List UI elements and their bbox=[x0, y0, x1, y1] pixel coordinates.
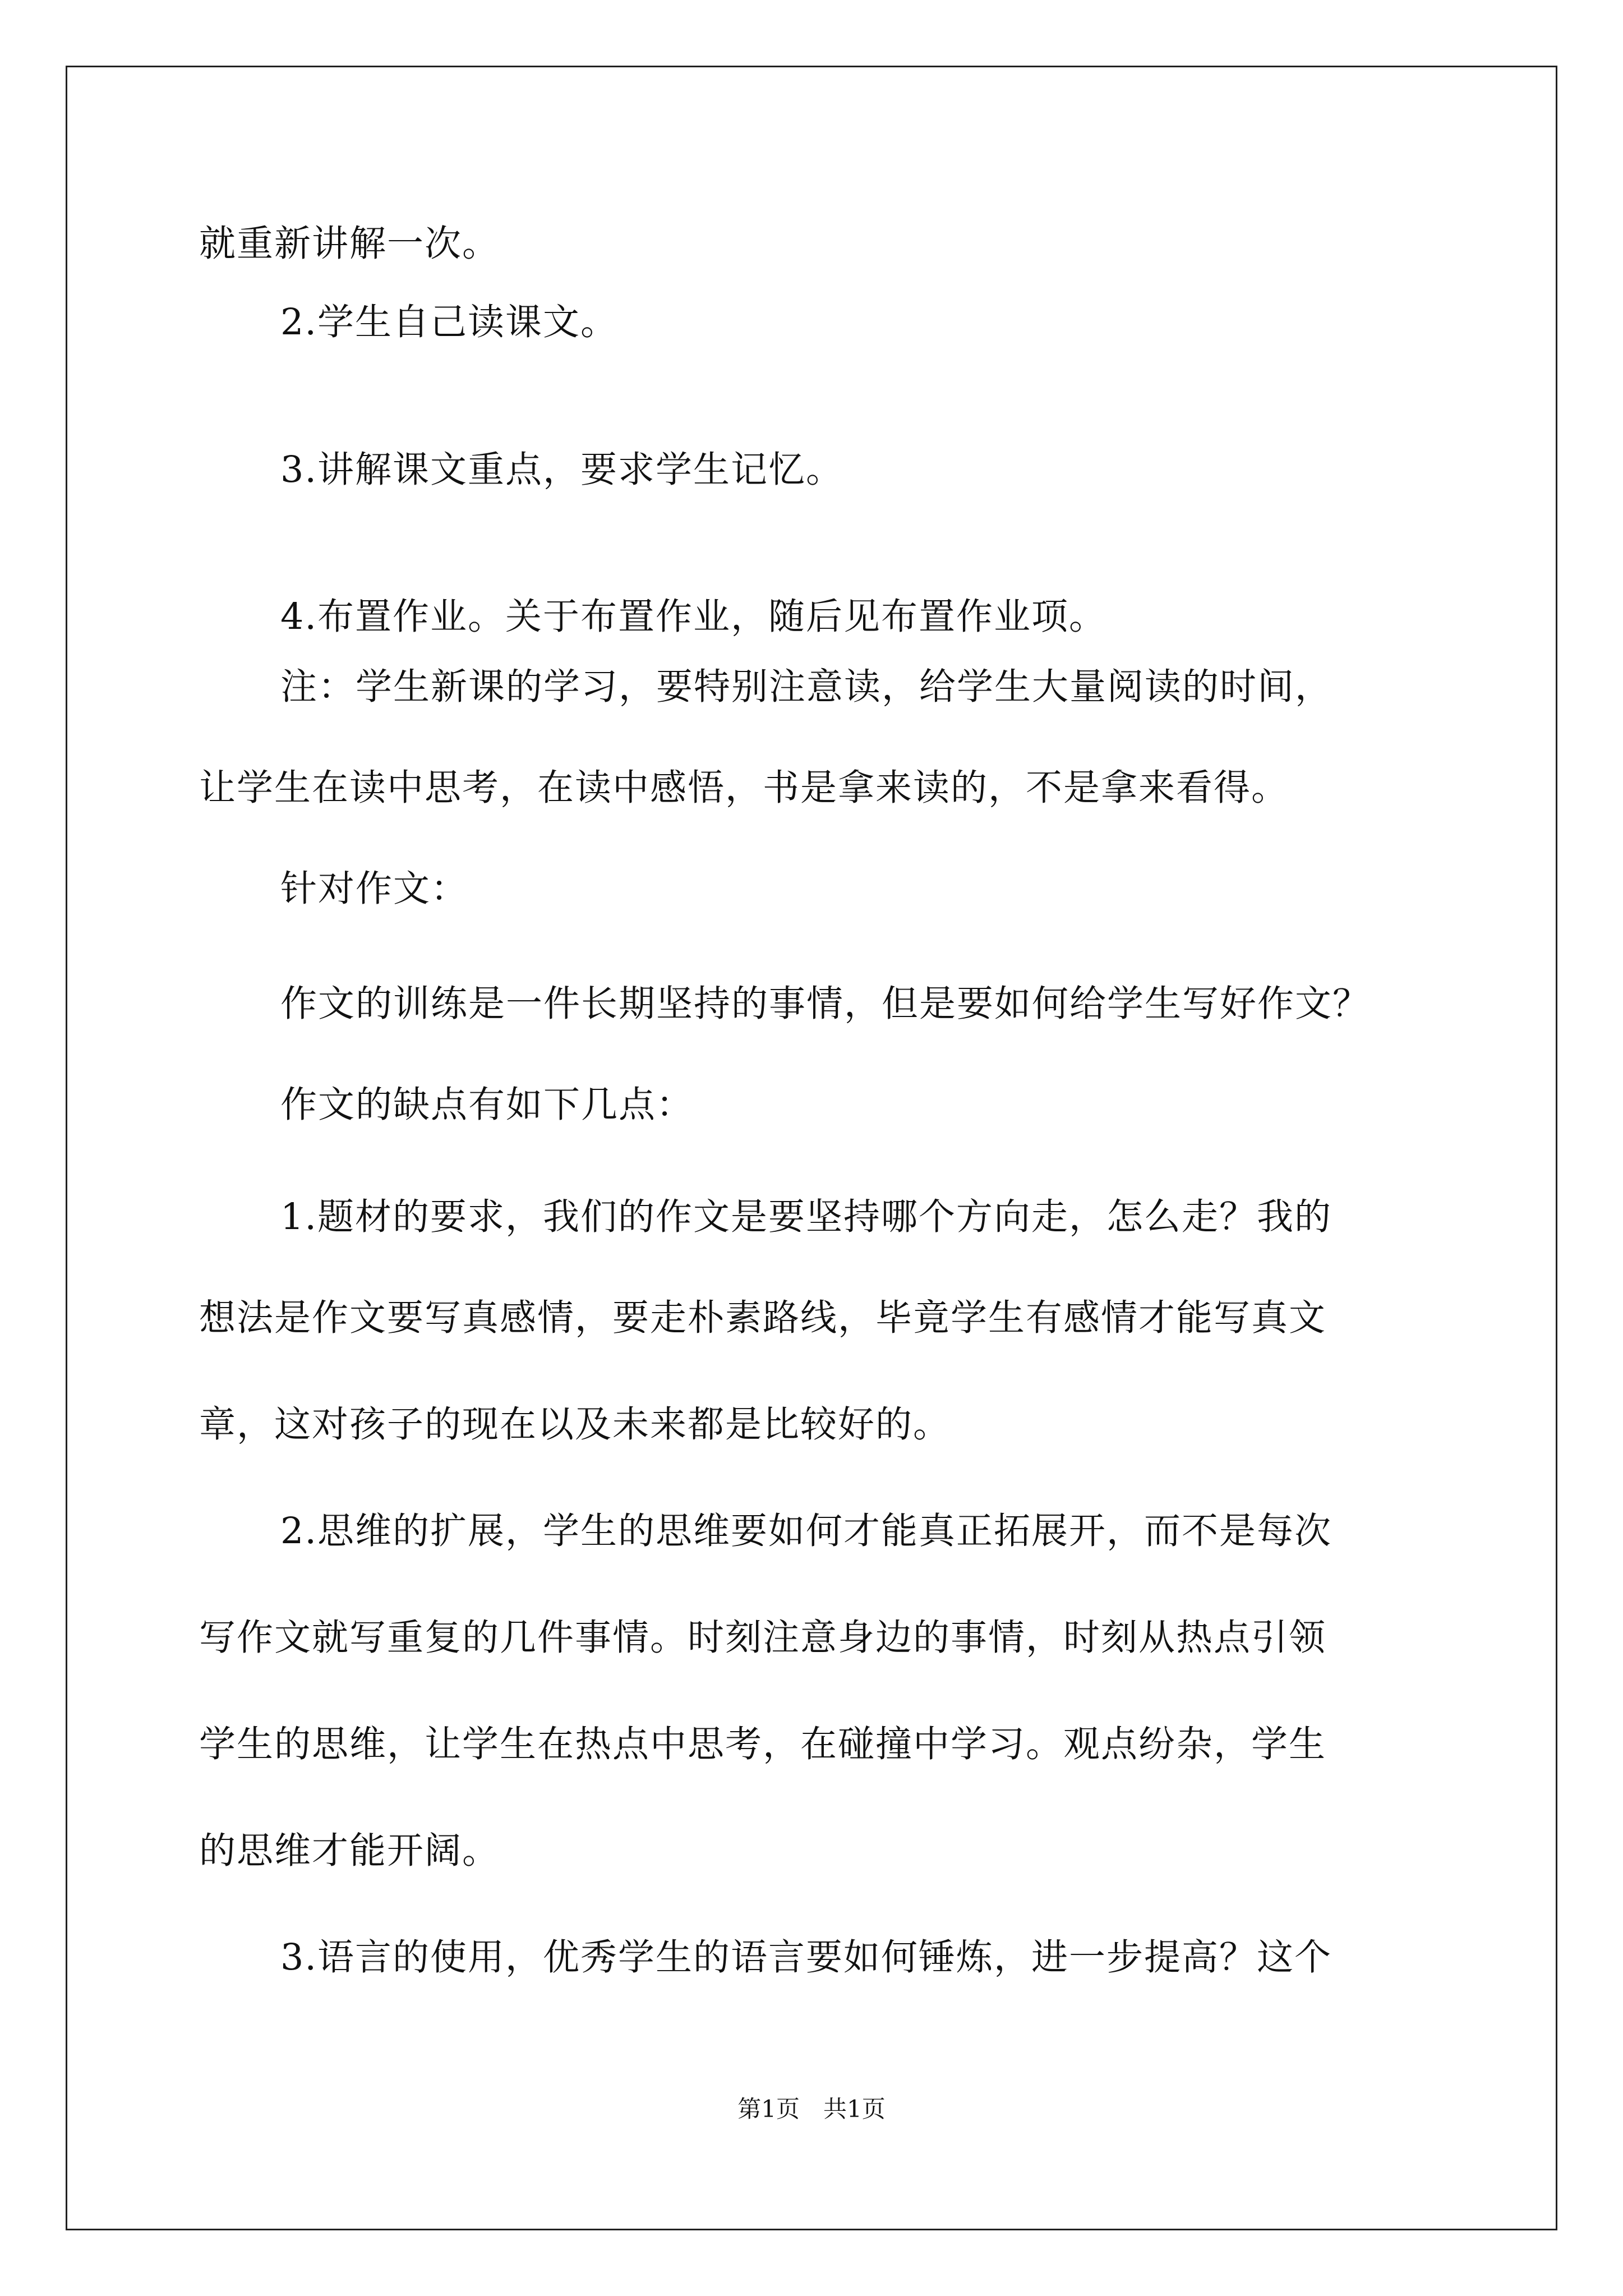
page-border bbox=[66, 66, 1557, 2230]
text-line: 让学生在读中思考，在读中感悟，书是拿来读的，不是拿来看得。 bbox=[199, 767, 1289, 809]
text-line: 学生的思维，让学生在热点中思考，在碰撞中学习。观点纷杂，学生 bbox=[199, 1723, 1327, 1765]
text-line: 作文的缺点有如下几点： bbox=[280, 1084, 694, 1126]
text-line: 写作文就写重复的几件事情。时刻注意身边的事情，时刻从热点引领 bbox=[199, 1617, 1327, 1659]
text-line: 想法是作文要写真感情，要走朴素路线，毕竟学生有感情才能写真文 bbox=[199, 1297, 1327, 1339]
text-line: 4.布置作业。关于布置作业，随后见布置作业项。 bbox=[280, 596, 1107, 638]
text-line: 2.学生自己读课文。 bbox=[280, 301, 619, 343]
text-line: 就重新讲解一次。 bbox=[199, 223, 500, 265]
text-line: 章，这对孩子的现在以及未来都是比较好的。 bbox=[199, 1404, 951, 1446]
text-line: 针对作文： bbox=[280, 868, 469, 910]
text-line: 2.思维的扩展，学生的思维要如何才能真正拓展开，而不是每次 bbox=[280, 1510, 1332, 1552]
text-line: 3.讲解课文重点，要求学生记忆。 bbox=[280, 449, 844, 491]
page-number-footer: 第1页 共1页 bbox=[737, 2095, 886, 2123]
text-line: 1.题材的要求，我们的作文是要坚持哪个方向走，怎么走？我的 bbox=[280, 1196, 1332, 1238]
text-line: 3.语言的使用，优秀学生的语言要如何锤炼，进一步提高？这个 bbox=[280, 1936, 1332, 1978]
text-line: 作文的训练是一件长期坚持的事情，但是要如何给学生写好作文？ bbox=[280, 983, 1371, 1025]
text-line: 的思维才能开阔。 bbox=[199, 1830, 500, 1872]
text-line: 注：学生新课的学习，要特别注意读，给学生大量阅读的时间， bbox=[280, 666, 1333, 708]
